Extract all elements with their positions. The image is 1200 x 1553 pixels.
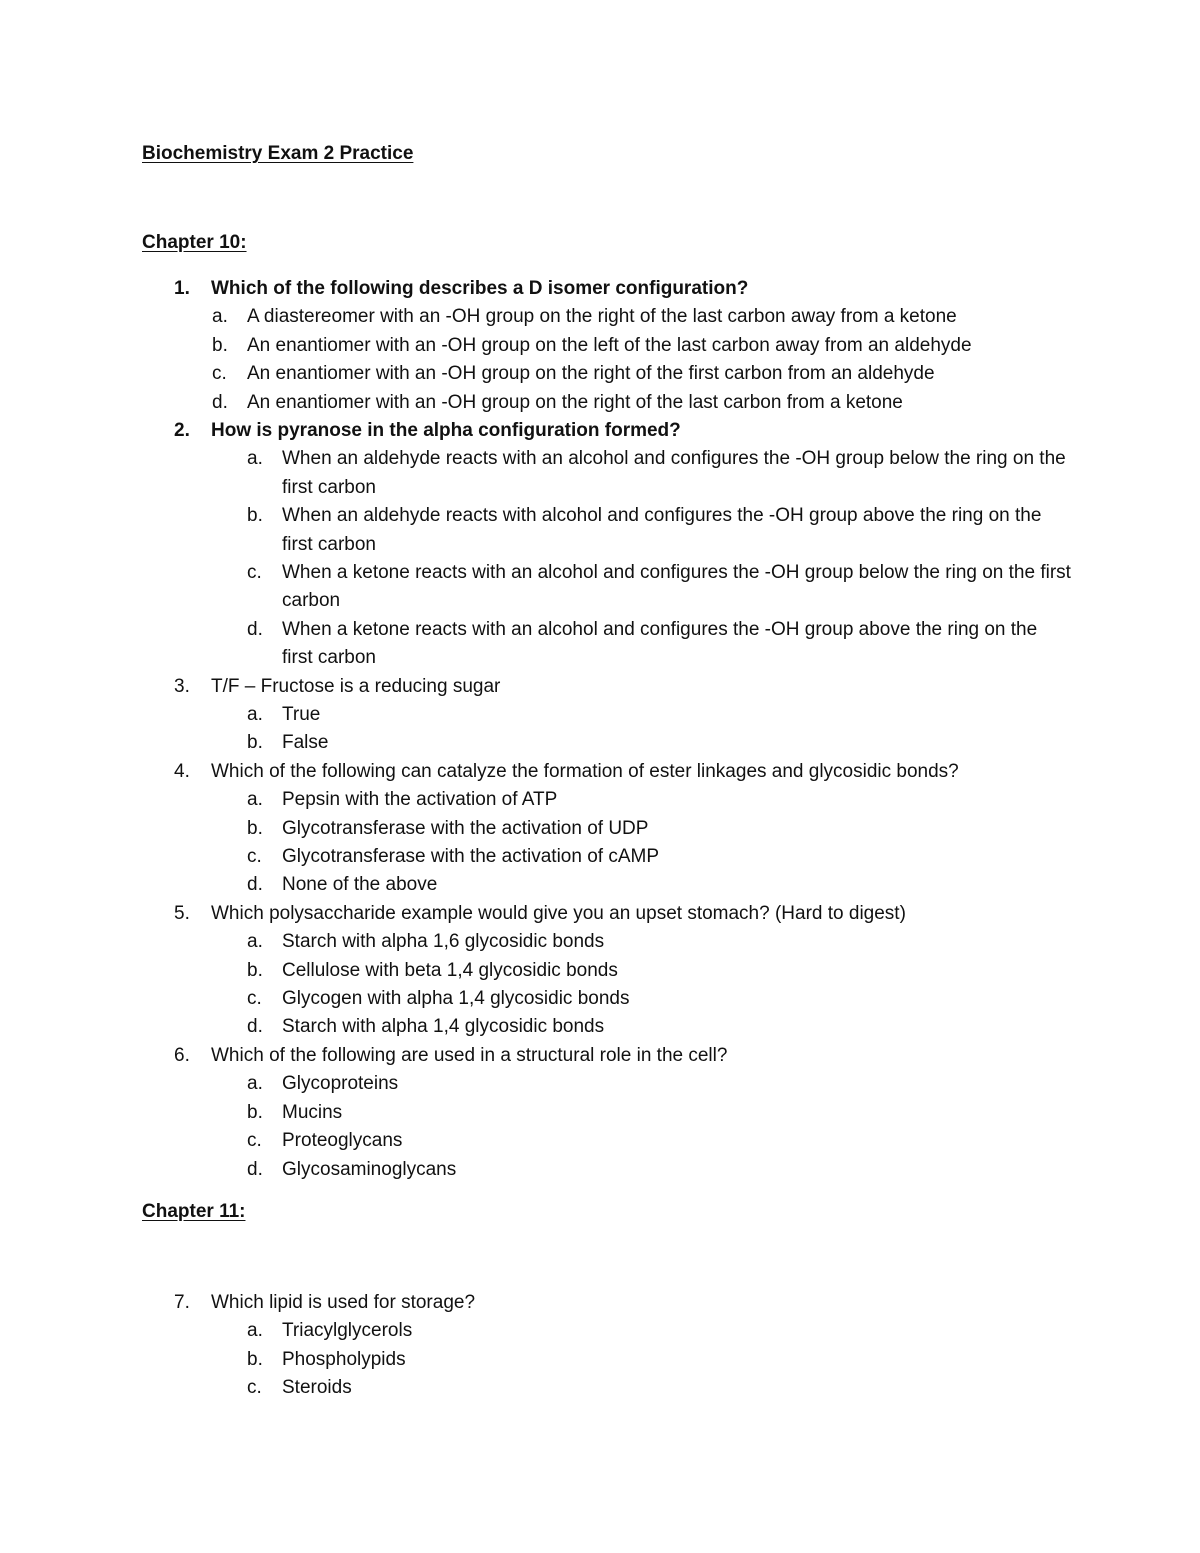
chapter-11-heading: Chapter 11: <box>142 1201 246 1222</box>
option-d <box>0 871 1200 899</box>
option-letter: d. <box>247 874 263 896</box>
option-a <box>0 701 1200 729</box>
question-text: Which lipid is used for storage? <box>211 1292 476 1313</box>
option-text: When a ketone reacts with an alcohol and configures the -OH group above the ring on the first carbon <box>282 618 1038 669</box>
option-list <box>0 303 1200 417</box>
question-3 <box>0 673 1200 758</box>
option-text: Proteoglycans <box>282 1130 403 1152</box>
option-letter: d. <box>247 1158 263 1180</box>
question-row <box>0 673 1200 701</box>
option-letter: a. <box>247 704 263 726</box>
option-c <box>0 1127 1200 1155</box>
option-letter: c. <box>247 988 262 1010</box>
question-row <box>0 900 1200 928</box>
option-b <box>0 332 1200 360</box>
question-2 <box>0 417 1200 673</box>
option-a <box>0 445 1200 502</box>
question-number: 3. <box>174 675 190 697</box>
option-list <box>0 928 1200 1042</box>
option-letter: d. <box>247 1016 263 1038</box>
option-c <box>0 1374 1200 1402</box>
option-text: Glycoproteins <box>282 1073 399 1095</box>
option-list <box>0 786 1200 900</box>
question-row <box>0 275 1200 303</box>
option-letter: c. <box>212 363 227 385</box>
question-number: 7. <box>174 1292 190 1313</box>
option-letter: d. <box>212 391 228 413</box>
option-text: Glycotransferase with the activation of UDP <box>282 817 649 839</box>
option-list <box>0 1317 1200 1402</box>
option-letter: c. <box>247 562 262 584</box>
option-text: False <box>282 732 329 754</box>
option-text: Mucins <box>282 1101 343 1123</box>
question-row <box>0 1289 1200 1317</box>
document-title: Biochemistry Exam 2 Practice <box>142 143 414 164</box>
option-b <box>0 729 1200 757</box>
question-row <box>0 417 1200 445</box>
option-letter: a. <box>247 789 263 811</box>
option-letter: b. <box>212 334 228 356</box>
option-letter: c. <box>247 1130 262 1152</box>
option-b <box>0 957 1200 985</box>
option-text: None of the above <box>282 874 438 896</box>
option-c <box>0 843 1200 871</box>
option-letter: b. <box>247 1348 263 1370</box>
option-list <box>0 445 1200 672</box>
option-text: Steroids <box>282 1377 352 1399</box>
question-6 <box>0 1042 1200 1184</box>
question-number: 6. <box>174 1044 190 1066</box>
option-list <box>0 701 1200 758</box>
option-a <box>0 1317 1200 1345</box>
question-row <box>0 758 1200 786</box>
option-b <box>0 502 1200 559</box>
option-letter: a. <box>247 931 263 953</box>
option-c <box>0 360 1200 388</box>
question-5 <box>0 900 1200 1042</box>
option-letter: c. <box>247 1377 262 1399</box>
option-text: Glycotransferase with the activation of cAMP <box>282 846 659 868</box>
option-text: Pepsin with the activation of ATP <box>282 789 558 811</box>
option-b <box>0 815 1200 843</box>
question-text: How is pyranose in the alpha configuration formed? <box>211 420 681 442</box>
option-letter: a. <box>247 448 263 470</box>
option-text: An enantiomer with an -OH group on the left of the last carbon away from an aldehyde <box>247 334 972 356</box>
question-text: Which of the following describes a D isomer configuration? <box>211 278 749 299</box>
option-text: When a ketone reacts with an alcohol and configures the -OH group below the ring on the first carbon <box>282 562 1071 612</box>
option-text: An enantiomer with an -OH group on the right of the first carbon from an aldehyde <box>247 363 935 385</box>
option-d <box>0 389 1200 417</box>
question-text: Which of the following can catalyze the formation of ester linkages and glycosidic bonds? <box>211 760 959 782</box>
option-text: Glycogen with alpha 1,4 glycosidic bonds <box>282 988 630 1010</box>
option-list <box>0 1070 1200 1184</box>
question-number: 4. <box>174 760 190 782</box>
option-letter: b. <box>247 732 263 754</box>
option-letter: b. <box>247 959 263 981</box>
option-c <box>0 559 1200 616</box>
option-text: An enantiomer with an -OH group on the right of the last carbon from a ketone <box>247 391 903 413</box>
option-b <box>0 1099 1200 1127</box>
option-text: Starch with alpha 1,4 glycosidic bonds <box>282 1016 605 1038</box>
question-4 <box>0 758 1200 900</box>
option-text: Triacylglycerols <box>282 1320 413 1342</box>
option-letter: d. <box>247 618 263 640</box>
option-a <box>0 928 1200 956</box>
question-number: 2. <box>174 420 190 442</box>
option-text: Phospholypids <box>282 1348 406 1370</box>
option-d <box>0 616 1200 673</box>
option-letter: a. <box>247 1320 263 1342</box>
option-text: When an aldehyde reacts with an alcohol and configures the -OH group below the ring on the first carbon <box>282 448 1066 498</box>
option-text: Cellulose with beta 1,4 glycosidic bonds <box>282 959 618 981</box>
option-letter: a. <box>247 1073 263 1095</box>
option-text: A diastereomer with an -OH group on the right of the last carbon away from a ketone <box>247 306 957 328</box>
question-1 <box>0 275 1200 417</box>
option-letter: b. <box>247 1101 263 1123</box>
option-d <box>0 1013 1200 1041</box>
option-a <box>0 786 1200 814</box>
chapter-10-question-list <box>0 275 1200 1184</box>
option-b <box>0 1346 1200 1374</box>
question-number: 5. <box>174 902 190 924</box>
option-a <box>0 303 1200 331</box>
option-letter: b. <box>247 817 263 839</box>
question-text: T/F – Fructose is a reducing sugar <box>211 675 501 697</box>
option-d <box>0 1156 1200 1184</box>
question-row <box>0 1042 1200 1070</box>
option-a <box>0 1070 1200 1098</box>
question-text: Which polysaccharide example would give you an upset stomach? (Hard to digest) <box>211 902 906 924</box>
option-text: When an aldehyde reacts with alcohol and configures the -OH group above the ring on the first carbon <box>282 505 1042 555</box>
question-7 <box>0 1289 1200 1403</box>
chapter-10-heading: Chapter 10: <box>142 232 247 253</box>
option-text: Glycosaminoglycans <box>282 1158 457 1180</box>
option-text: True <box>282 704 321 726</box>
option-letter: c. <box>247 846 262 868</box>
option-text: Starch with alpha 1,6 glycosidic bonds <box>282 931 605 953</box>
question-text: Which of the following are used in a structural role in the cell? <box>211 1044 728 1066</box>
option-c <box>0 985 1200 1013</box>
chapter-11-question-list <box>0 1289 1200 1403</box>
question-number: 1. <box>174 278 190 299</box>
option-letter: a. <box>212 306 228 328</box>
option-letter: b. <box>247 505 263 527</box>
